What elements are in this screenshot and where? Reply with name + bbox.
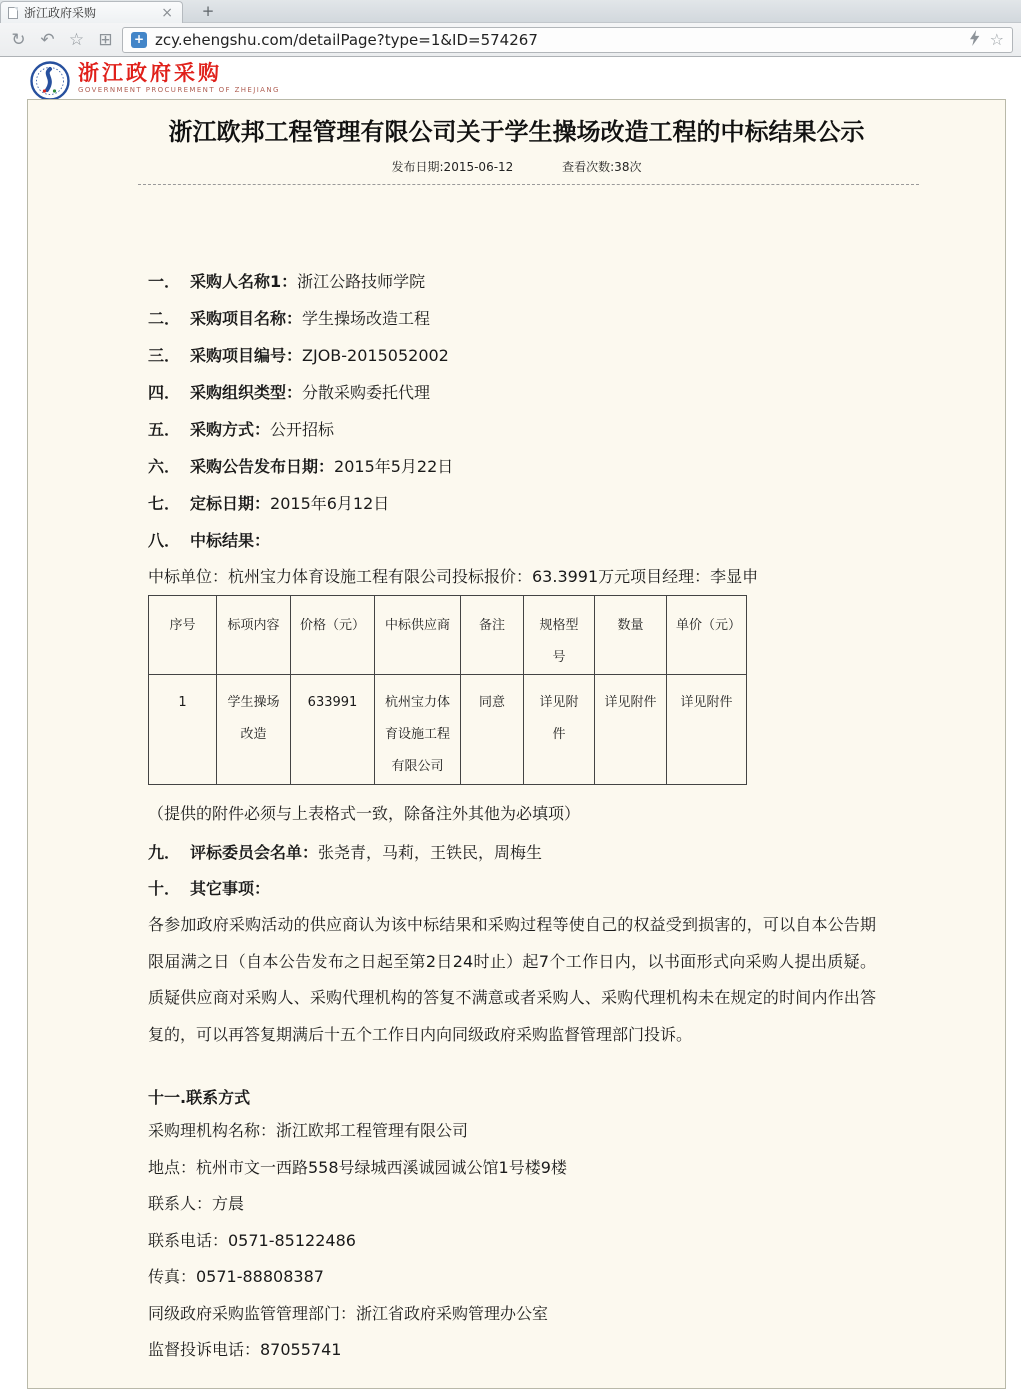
reload-icon[interactable]: ↻ bbox=[11, 29, 26, 50]
table-header-cell: 价格（元） bbox=[291, 596, 375, 675]
list-item-3: 三． 采购项目编号：ZJOB-2015052002 bbox=[148, 346, 449, 365]
back-icon[interactable]: ↶ bbox=[40, 29, 55, 50]
page-title: 浙江欧邦工程管理有限公司关于学生操场改造工程的中标结果公示 bbox=[168, 118, 865, 146]
table-header-cell: 数量 bbox=[595, 596, 667, 675]
table-header-cell: 中标供应商 bbox=[375, 596, 461, 675]
table-cell: 学生操场改造 bbox=[217, 675, 291, 785]
table-header-cell: 备注 bbox=[461, 596, 524, 675]
table-header-cell: 标项内容 bbox=[217, 596, 291, 675]
lightning-icon[interactable] bbox=[969, 30, 980, 49]
table-header-cell: 规格型号 bbox=[524, 596, 595, 675]
logo-title: 浙江政府采购 bbox=[78, 60, 222, 85]
list-item-2: 二． 采购项目名称：学生操场改造工程 bbox=[148, 309, 431, 328]
other-matters-paragraph: 各参加政府采购活动的供应商认为该中标结果和采购过程等使自己的权益受到损害的，可以自本公告期限届满之日（自本公告发布之日起至第2日24时止）起7个工作日内，以书面形式向采购人提出质疑。质疑供应商对采购人、采购代理机构的答复不满意或者采购人、采购代理机构未在规定的时间内作出答复的，可以再答复期满后十五个工作日内向同级政府采购监督管理部门投诉。 bbox=[148, 915, 876, 1044]
table-cell: 同意 bbox=[461, 675, 524, 785]
tab-favicon-icon bbox=[8, 7, 18, 19]
view-count: 查看次数:38次 bbox=[562, 160, 642, 174]
table-cell: 详见附件 bbox=[524, 675, 595, 785]
address-bar[interactable] bbox=[122, 27, 1013, 53]
table-cell: 633991 bbox=[291, 675, 375, 785]
contact-line-fax: 传真：0571-88808387 bbox=[148, 1267, 324, 1286]
contact-line-complaint-phone: 监督投诉电话：87055741 bbox=[148, 1340, 342, 1359]
list-item-8: 八． 中标结果： bbox=[148, 531, 271, 550]
url-text[interactable]: zcy.ehengshu.com/detailPage?type=1&ID=574267 bbox=[155, 30, 538, 49]
table-cell: 详见附件 bbox=[595, 675, 667, 785]
list-item-4: 四． 采购组织类型：分散采购委托代理 bbox=[148, 383, 431, 402]
content-box bbox=[27, 99, 1006, 1389]
tab-title: 浙江政府采购 bbox=[24, 6, 97, 20]
contact-heading: 十一.联系方式 bbox=[148, 1088, 251, 1107]
list-item-6: 六． 采购公告发布日期：2015年5月22日 bbox=[148, 457, 454, 476]
bid-result-table bbox=[148, 595, 747, 785]
article-meta bbox=[28, 158, 1005, 175]
site-shield-icon[interactable]: + bbox=[131, 32, 147, 48]
list-item-10: 十． 其它事项： bbox=[148, 879, 271, 898]
list-item-5: 五． 采购方式：公开招标 bbox=[148, 420, 335, 439]
contact-line-agency: 采购理机构名称：浙江欧邦工程管理有限公司 bbox=[148, 1121, 469, 1140]
publish-date: 发布日期:2015-06-12 bbox=[391, 160, 514, 174]
table-header-cell: 序号 bbox=[149, 596, 217, 675]
table-row bbox=[149, 675, 747, 785]
browser-tab[interactable] bbox=[0, 1, 183, 23]
new-tab-button[interactable]: + bbox=[201, 2, 215, 20]
logo-subtitle: GOVERNMENT PROCUREMENT OF ZHEJIANG bbox=[78, 86, 280, 94]
apps-grid-icon[interactable]: ⊞ bbox=[98, 29, 113, 50]
table-header-cell: 单价（元） bbox=[667, 596, 747, 675]
favorites-star-icon[interactable]: ☆ bbox=[68, 29, 85, 50]
contact-line-supervisor: 同级政府采购监管管理部门：浙江省政府采购管理办公室 bbox=[148, 1303, 549, 1323]
list-item-9: 九． 评标委员会名单：张尧青，马莉，王铁民，周梅生 bbox=[148, 843, 543, 862]
bookmark-star-icon[interactable]: ☆ bbox=[989, 29, 1004, 49]
page-body bbox=[0, 57, 1021, 1389]
tab-bar bbox=[0, 0, 1021, 23]
table-header-row bbox=[149, 596, 747, 675]
table-cell: 详见附件 bbox=[667, 675, 747, 785]
tab-close-icon[interactable]: × bbox=[161, 4, 173, 21]
dashed-divider bbox=[138, 184, 919, 185]
contact-line-address: 地点：杭州市文一西路558号绿城西溪诚园诚公馆1号楼9楼 bbox=[148, 1157, 567, 1177]
table-note: （提供的附件必须与上表格式一致，除备注外其他为必填项） bbox=[148, 804, 581, 823]
table-cell: 1 bbox=[149, 675, 217, 785]
contact-line-person: 联系人：方晨 bbox=[148, 1194, 245, 1213]
table-cell: 杭州宝力体育设施工程有限公司 bbox=[375, 675, 461, 785]
contact-line-phone: 联系电话：0571-85122486 bbox=[148, 1230, 356, 1250]
list-item-7: 七． 定标日期：2015年6月12日 bbox=[148, 494, 390, 513]
list-item-1: 一． 采购人名称1：浙江公路技师学院 bbox=[148, 272, 426, 291]
announcement-list bbox=[148, 263, 876, 559]
winner-line: 中标单位：杭州宝力体育设施工程有限公司投标报价：63.3991万元项目经理：李显申 bbox=[148, 567, 759, 586]
browser-toolbar bbox=[0, 23, 1021, 57]
